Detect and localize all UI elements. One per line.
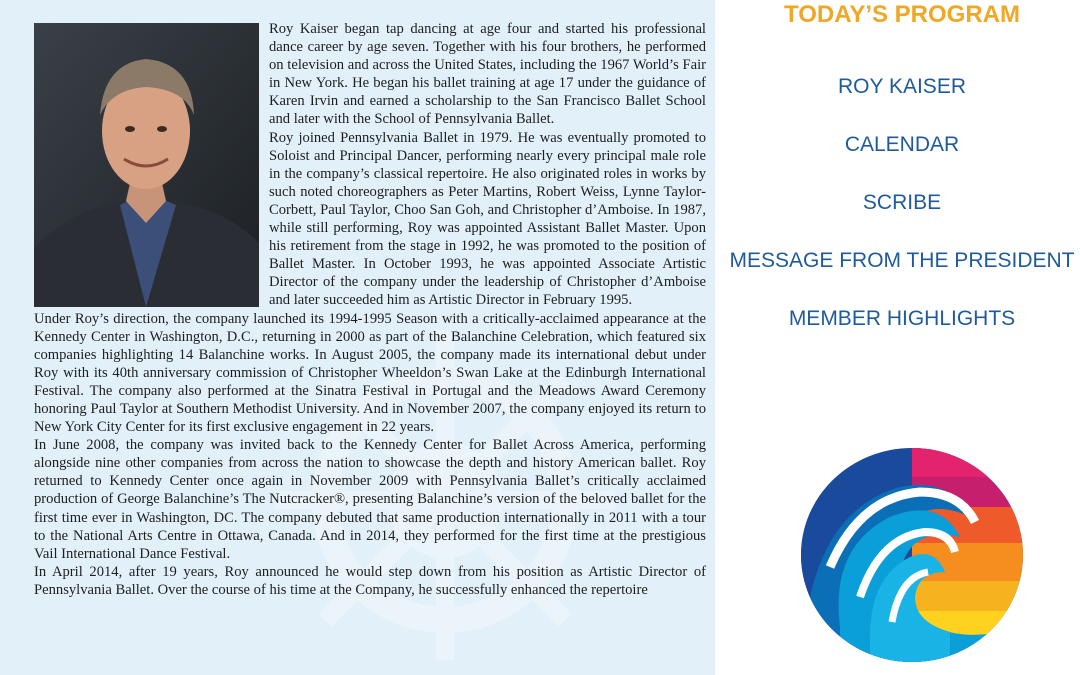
- menu-item-message-from-president[interactable]: MESSAGE FROM THE PRESIDENT: [729, 249, 1075, 272]
- article-body: [34, 20, 706, 599]
- portrait-photo: [34, 23, 259, 307]
- paragraph-3: Under Roy’s direction, the company launched its 1994-1995 Season with a critically-acclaimed appearance at the Kennedy Center in Washington, D.C., returning in 2000 as part of the Balanchine Celebration, which featured six companies highlighting 14 Balanchine works. In August 2005, the company made its international debut under Roy with its 40th anniversary commission of Christopher Wheeldon’s Swan Lake at the Edinburgh International Festival. The company also performed at the Sinatra Festival in Portugal and the Meadows Award Ceremony honoring Paul Taylor at Southern Methodist University. And in November 2007, the company enjoyed its return to New York City Center for its first exclusive engagement in 22 years.: [34, 310, 706, 436]
- paragraph-4: In June 2008, the company was invited back to the Kennedy Center for Ballet Across America, performing alongside nine other companies from across the nation to showcase the depth and history American ballet. Roy returned to Kennedy Center once again in November 2009 with Pennsylvania Ballet’s critically acclaimed production of George Balanchine’s The Nutcracker®, presenting Balanchine’s version of the beloved ballet for the first time ever in Washington, DC. The company debuted that same production internationally in 2011 with a tour to the National Arts Centre in Ottawa, Canada. And in 2014, they performed for the first time at the prestigious Vail International Dance Festival.: [34, 437, 706, 562]
- menu-item-calendar[interactable]: CALENDAR: [844, 133, 960, 156]
- menu-item-scribe[interactable]: SCRIBE: [862, 191, 942, 214]
- menu-item-member-highlights[interactable]: MEMBER HIGHLIGHTS: [788, 307, 1016, 330]
- paragraph-2: Roy joined Pennsylvania Ballet in 1979. He was eventually promoted to Soloist and Principal Dancer, performing nearly every principal male role in the company’s classical repertoire. He also originated roles in works by such noted choreographers as Peter Martins, Robert Weiss, Lynne Taylor-Corbett, Paul Taylor, Choo San Goh, and Christopher d’Amboise. In 1987, while still performing, Roy was appointed Assistant Ballet Master. Upon his retirement from the stage in 1992, he was promoted to the position of Ballet Master. In October 1993, he was appointed Associate Artistic Director of the company under the leadership of Christopher d’Amboise and later succeeded him as Artistic Director in February 1995.: [269, 129, 706, 309]
- rotary-theme-logo-icon: [800, 447, 1024, 663]
- program-menu: [715, 70, 1080, 360]
- paragraph-1: Roy Kaiser began tap dancing at age four and started his professional dance career by age seven. Together with his four brothers, he performed on television and across the United States, including the 1967 World’s Fair in New York. He began his ballet training at age 17 under the guidance of Karen Irvin and earned a scholarship to the San Francisco Ballet School and later with the School of Pennsylvania Ballet.: [269, 21, 706, 128]
- menu-item-roy-kaiser[interactable]: ROY KAISER: [838, 75, 966, 98]
- paragraph-5: In April 2014, after 19 years, Roy announced he would step down from his position as Artistic Director of Pennsylvania Ballet. Over the course of his time at the Company, he successfully enhanced the repertoire: [34, 563, 706, 598]
- program-title: TODAY’S PROGRAM: [783, 1, 1021, 28]
